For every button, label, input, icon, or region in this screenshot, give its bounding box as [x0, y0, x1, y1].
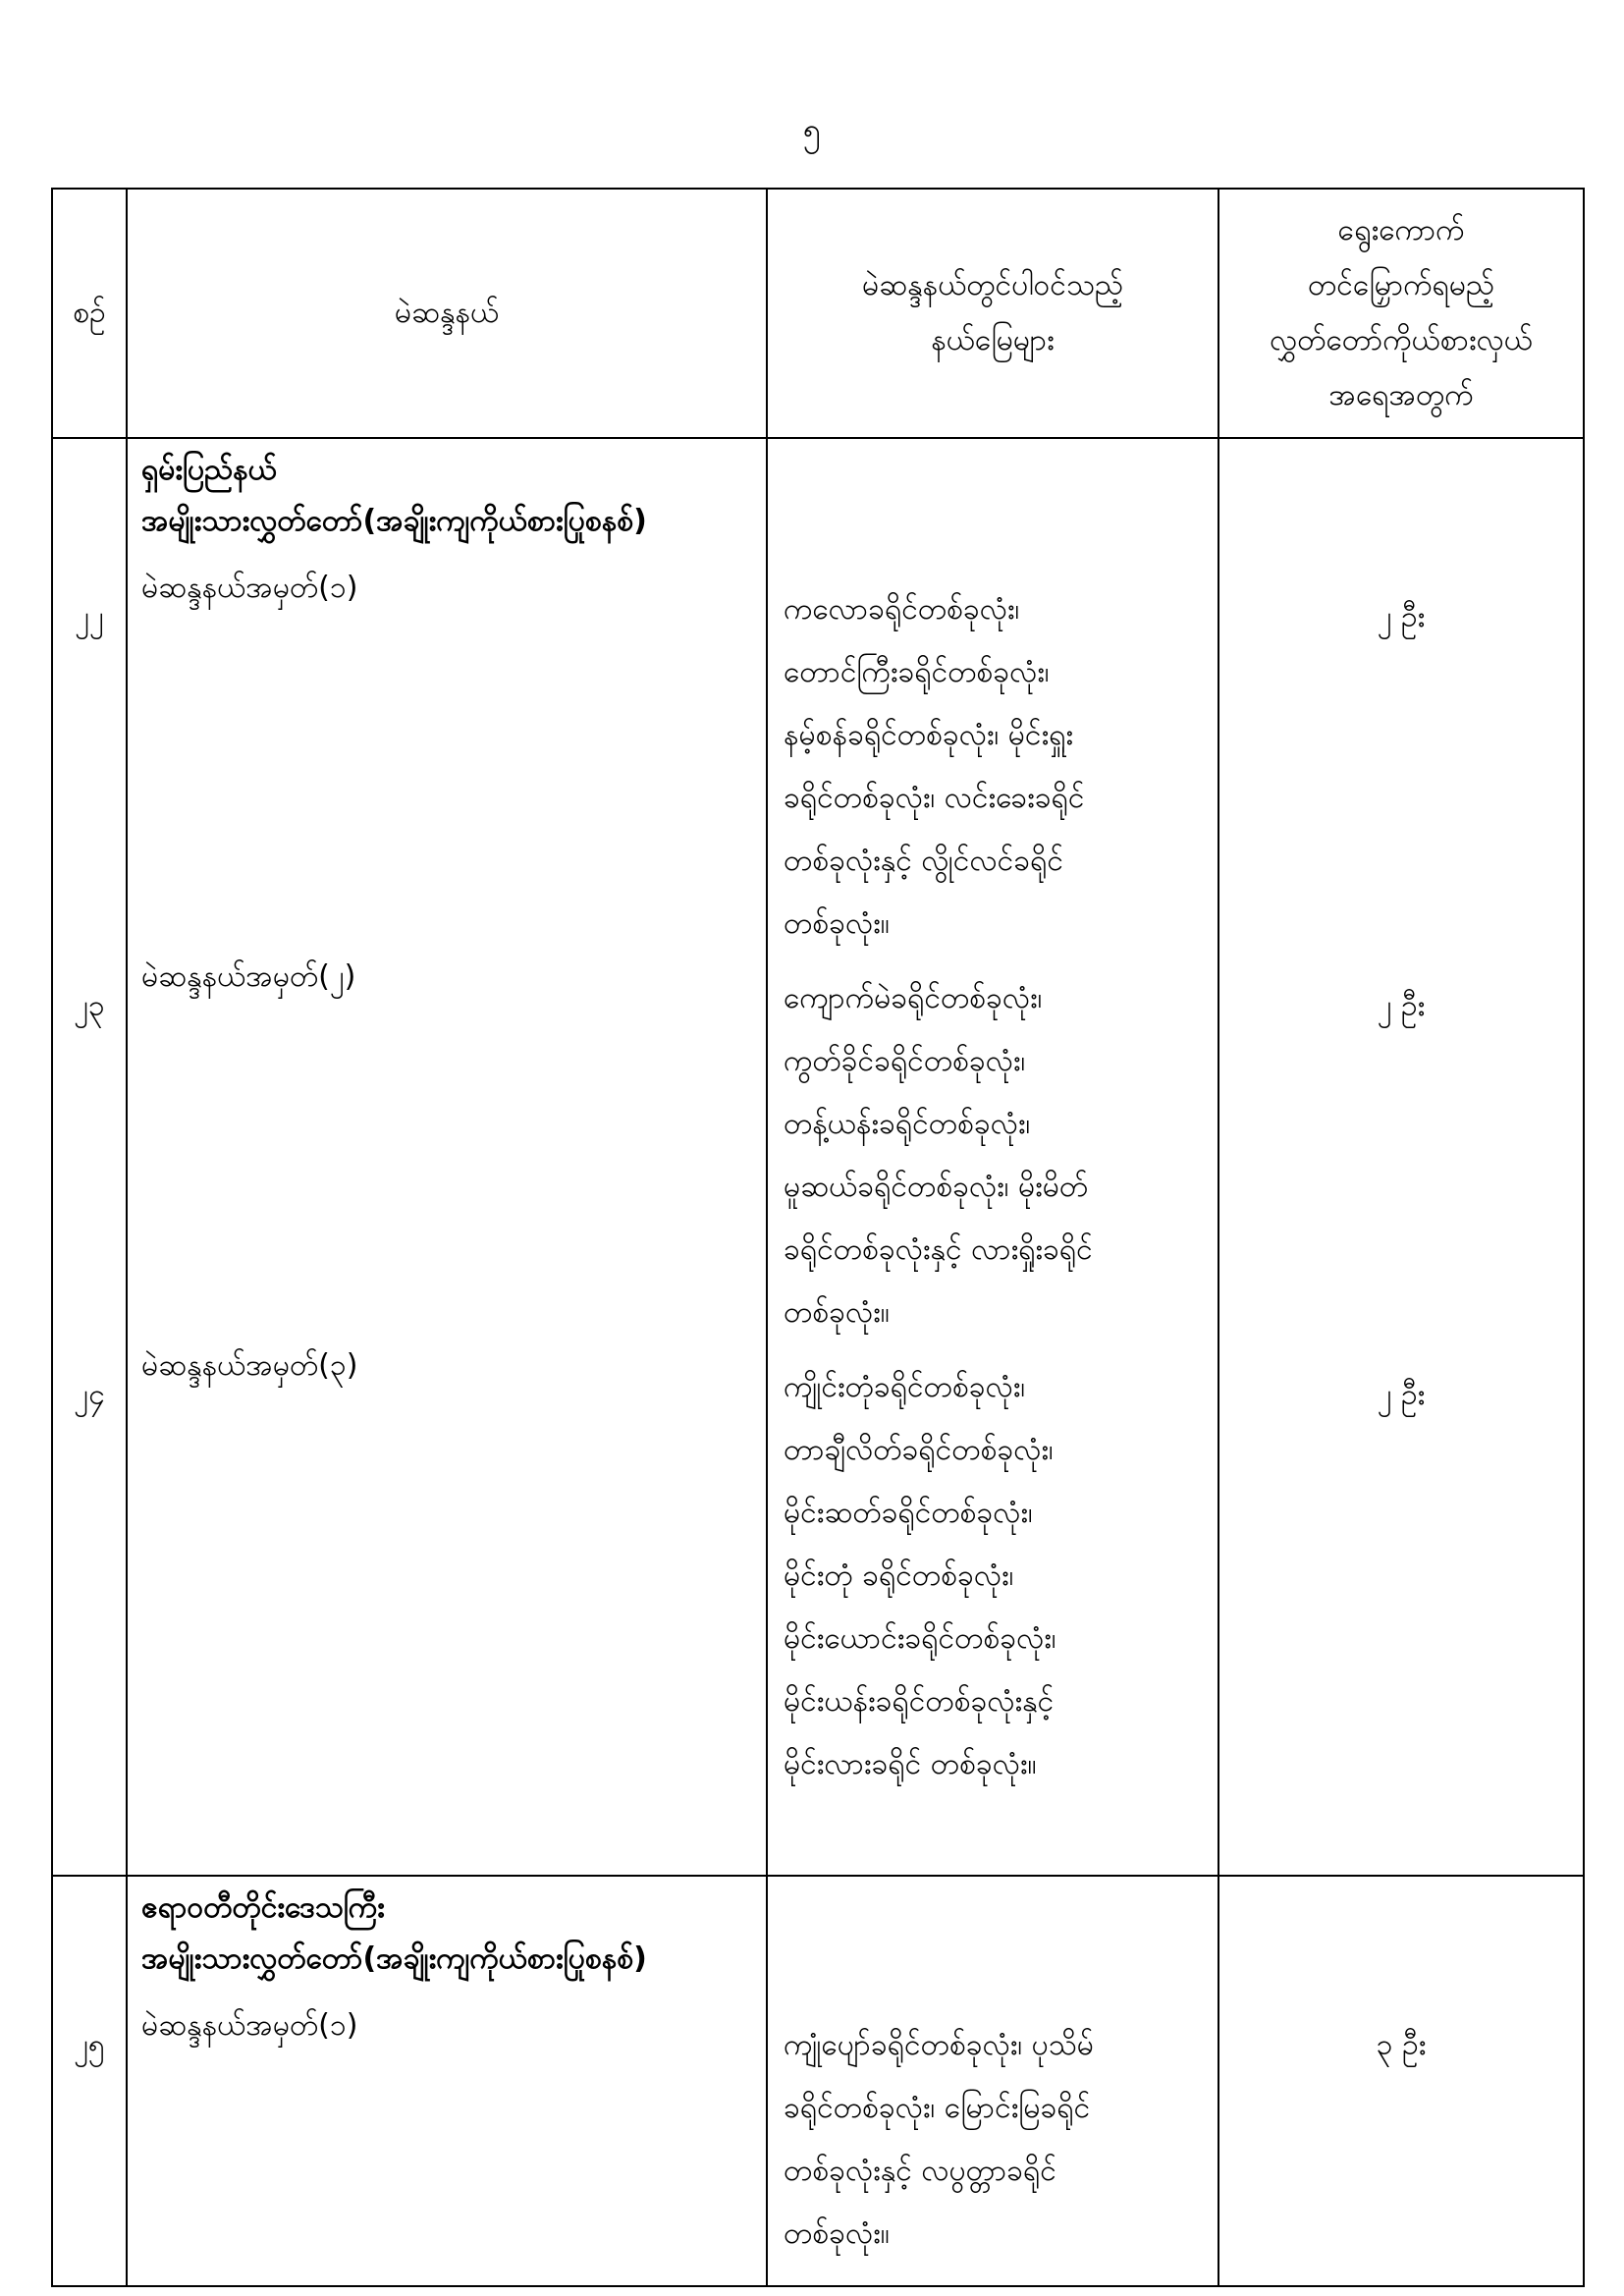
- township-line: မိုင်းဆတ်ခရိုင်တစ်ခုလုံး၊: [784, 1496, 1033, 1530]
- township-line: မိုင်းလားခရိုင် တစ်ခုလုံး။: [784, 1747, 1037, 1781]
- header-representatives-line: ရွေးကောက်: [1337, 213, 1465, 247]
- townships-cell: [767, 1876, 1218, 2286]
- township-line: မိုင်းတုံ ခရိုင်တစ်ခုလုံး၊: [784, 1558, 1014, 1593]
- row-no: ၂၃: [74, 989, 105, 1023]
- township-line: တောင်ကြီးခရိုင်တစ်ခုလုံး၊: [784, 655, 1050, 689]
- representatives-count: ၂ ဦး: [1377, 600, 1426, 634]
- header-representatives-line: လွှတ်တော်ကိုယ်စားလှယ်: [1270, 323, 1533, 357]
- township-line: ကျုံပျော်ခရိုင်တစ်ခုလုံး၊ ပုသိမ်: [784, 2028, 1094, 2062]
- representatives-count: ၃ ဦး: [1376, 2028, 1427, 2062]
- constituency-cell: [127, 438, 767, 1876]
- township-line: ကျောက်မဲခရိုင်တစ်ခုလုံး၊: [784, 981, 1043, 1015]
- representatives-count: ၂ ဦး: [1377, 989, 1426, 1023]
- township-line: မူဆယ်ခရိုင်တစ်ခုလုံး၊ မိုးမိတ်: [784, 1170, 1089, 1204]
- no-cell: [52, 438, 127, 1876]
- header-no: [52, 189, 127, 438]
- page-number: ၅: [803, 111, 821, 148]
- township-line: ကလောခရိုင်တစ်ခုလုံး၊: [784, 592, 1020, 627]
- township-line: ကွတ်ခိုင်ခရိုင်တစ်ခုလုံး၊: [784, 1044, 1026, 1078]
- representatives-cell: [1218, 438, 1584, 1876]
- header-townships-line: နယ်မြေများ: [931, 323, 1055, 357]
- house-name: အမျိုးသားလွှတ်တော်(အချိုးကျကိုယ်စားပြုစနစ်): [141, 504, 647, 538]
- row-no: ၂၂: [75, 600, 104, 634]
- township-line: တစ်ခုလုံးနှင့် လပွတ္တာခရိုင်: [784, 2154, 1056, 2188]
- township-line: ခရိုင်တစ်ခုလုံး၊ မြောင်းမြခရိုင်: [784, 2091, 1091, 2125]
- constituency-cell: [127, 1876, 767, 2286]
- township-list: [768, 2014, 1218, 2285]
- header-representatives-line: တင်မြှောက်ရမည့်: [1308, 268, 1494, 302]
- representatives-count: ၂ ဦး: [1377, 1378, 1426, 1412]
- township-line: နမ့်စန်ခရိုင်တစ်ခုလုံး၊ မိုင်းရှူး: [784, 718, 1074, 752]
- header-townships: [767, 189, 1218, 438]
- region-name: ဧရာဝတီတိုင်းဒေသကြီး: [141, 1890, 385, 1925]
- region-name: ရှမ်းပြည်နယ်: [141, 453, 277, 487]
- region-heading: [128, 1877, 766, 1995]
- townships-cell: [767, 438, 1218, 1876]
- header-no-label: စဉ်: [73, 296, 106, 330]
- table-row: [52, 438, 1584, 1876]
- header-representatives: [1218, 189, 1584, 438]
- township-line: တန့်ယန်းခရိုင်တစ်ခုလုံး၊: [784, 1107, 1031, 1141]
- township-line: တစ်ခုလုံး။: [784, 2216, 890, 2251]
- table-row: [52, 1876, 1584, 2286]
- header-townships-line: မဲဆန္ဒနယ်တွင်ပါဝင်သည့်: [862, 268, 1123, 302]
- township-line: တစ်ခုလုံးနှင့် လွိုင်လင်ခရိုင်: [784, 844, 1063, 878]
- constituency-table: [51, 188, 1585, 2287]
- header-constituency: [127, 189, 767, 438]
- no-cell: [52, 1876, 127, 2286]
- township-line: တစ်ခုလုံး။: [784, 1295, 890, 1330]
- row-no: ၂၄: [74, 1378, 105, 1412]
- township-line: ကျိုင်းတုံခရိုင်တစ်ခုလုံး၊: [784, 1370, 1026, 1404]
- row-no: ၂၅: [74, 2028, 105, 2062]
- table-header-row: [52, 189, 1584, 438]
- region-heading: [128, 439, 766, 557]
- township-line: ခရိုင်တစ်ခုလုံး၊ လင်းခေးခရိုင်: [784, 781, 1085, 815]
- constituency-name: မဲဆန္ဒနယ်အမှတ်(၂): [141, 959, 356, 994]
- township-line: တစ်ခုလုံး။: [784, 906, 890, 941]
- township-line: မိုင်းယောင်းခရိုင်တစ်ခုလုံး၊: [784, 1621, 1056, 1656]
- township-list: [768, 578, 1218, 948]
- township-line: ခရိုင်တစ်ခုလုံးနှင့် လားရှိုးခရိုင်: [784, 1232, 1093, 1267]
- township-list: [768, 1337, 1218, 1816]
- header-constituency-label: မဲဆန္ဒနယ်: [394, 296, 500, 330]
- township-list: [768, 948, 1218, 1337]
- township-line: မိုင်းယန်းခရိုင်တစ်ခုလုံးနှင့်: [784, 1684, 1055, 1719]
- constituency-name: မဲဆန္ဒနယ်အမှတ်(၁): [141, 571, 358, 605]
- constituency-name: မဲဆန္ဒနယ်အမှတ်(၁): [141, 2008, 358, 2043]
- house-name: အမျိုးသားလွှတ်တော်(အချိုးကျကိုယ်စားပြုစနစ်): [141, 1941, 647, 1976]
- township-line: တာချီလိတ်ခရိုင်တစ်ခုလုံး၊: [784, 1433, 1054, 1467]
- header-representatives-line: အရေအတွက်: [1328, 378, 1474, 412]
- representatives-cell: [1218, 1876, 1584, 2286]
- constituency-name: မဲဆန္ဒနယ်အမှတ်(၃): [141, 1348, 358, 1383]
